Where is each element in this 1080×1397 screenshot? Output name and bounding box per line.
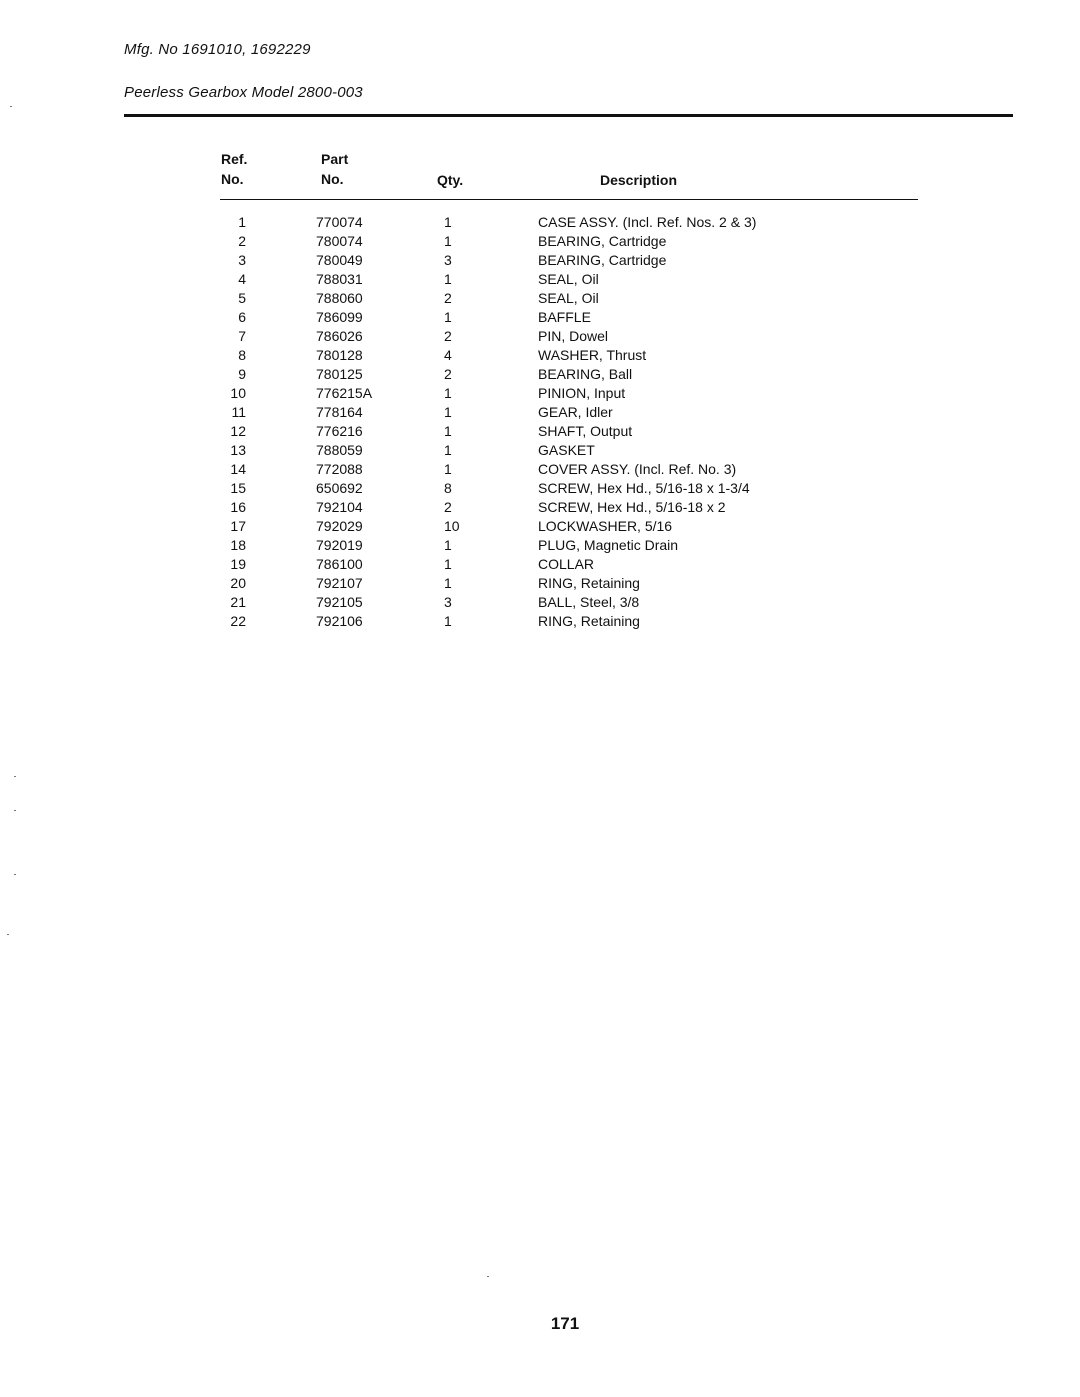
qty-cell: 1: [444, 404, 452, 420]
qty-cell: 1: [444, 461, 452, 477]
part-no-cell: 792107: [316, 575, 363, 591]
ref-no-cell: 20: [230, 575, 246, 591]
description-cell: BEARING, Cartridge: [538, 252, 667, 268]
table-row: [0, 593, 1080, 612]
description-cell: GEAR, Idler: [538, 404, 613, 420]
col-header-description: Description: [600, 172, 678, 188]
ref-no-cell: 12: [230, 423, 246, 439]
col-header-qty: Qty.: [437, 172, 464, 188]
col-header-ref-line1: Ref.: [221, 151, 248, 167]
qty-cell: 3: [444, 594, 452, 610]
part-no-cell: 786026: [316, 328, 363, 344]
table-row: [0, 251, 1080, 270]
description-cell: SEAL, Oil: [538, 271, 599, 287]
table-row: [0, 479, 1080, 498]
qty-cell: 1: [444, 214, 452, 230]
ref-no-cell: 1: [238, 214, 246, 230]
part-no-cell: 792105: [316, 594, 363, 610]
scan-speck: [14, 810, 16, 811]
qty-cell: 1: [444, 613, 452, 629]
qty-cell: 1: [444, 537, 452, 553]
table-row: [0, 517, 1080, 536]
col-header-ref-line2: No.: [221, 171, 244, 187]
col-header-part: [321, 151, 348, 187]
ref-no-cell: 17: [230, 518, 246, 534]
scan-speck: [10, 106, 12, 107]
header-rule: [124, 114, 1013, 117]
column-header-rule: [220, 199, 918, 200]
ref-no-cell: 11: [231, 404, 246, 420]
ref-no-cell: 16: [230, 499, 246, 515]
description-cell: BEARING, Ball: [538, 366, 633, 382]
ref-no-cell: 4: [238, 271, 246, 287]
ref-no-cell: 6: [238, 309, 246, 325]
part-no-cell: 786099: [316, 309, 363, 325]
table-row: [0, 441, 1080, 460]
description-cell: SCREW, Hex Hd., 5/16-18 x 2: [538, 499, 726, 515]
part-no-cell: 770074: [316, 214, 363, 230]
scan-speck: [7, 934, 9, 935]
description-cell: RING, Retaining: [538, 613, 640, 629]
description-cell: WASHER, Thrust: [538, 347, 647, 363]
ref-no-cell: 10: [230, 385, 246, 401]
table-row: [0, 403, 1080, 422]
qty-cell: 2: [444, 366, 452, 382]
qty-cell: 1: [444, 556, 452, 572]
description-cell: GASKET: [538, 442, 595, 458]
part-no-cell: 780128: [316, 347, 363, 363]
ref-no-cell: 13: [230, 442, 246, 458]
ref-no-cell: 5: [238, 290, 246, 306]
ref-no-cell: 22: [230, 613, 246, 629]
table-row: [0, 270, 1080, 289]
table-row: [0, 327, 1080, 346]
part-no-cell: 780074: [316, 233, 363, 249]
description-cell: COLLAR: [538, 556, 595, 572]
table-row: [0, 365, 1080, 384]
table-row: [0, 308, 1080, 327]
part-no-cell: 776215A: [316, 385, 373, 401]
qty-cell: 1: [444, 271, 452, 287]
description-cell: BEARING, Cartridge: [538, 233, 667, 249]
part-no-cell: 772088: [316, 461, 363, 477]
page-number: 171: [550, 1314, 580, 1333]
parts-table: [0, 213, 1080, 631]
description-cell: SCREW, Hex Hd., 5/16-18 x 1-3/4: [538, 480, 750, 496]
qty-cell: 1: [444, 442, 452, 458]
description-cell: BAFFLE: [538, 309, 591, 325]
qty-cell: 8: [444, 480, 452, 496]
description-cell: SEAL, Oil: [538, 290, 599, 306]
ref-no-cell: 19: [230, 556, 246, 572]
description-cell: COVER ASSY. (Incl. Ref. No. 3): [538, 461, 737, 477]
part-no-cell: 776216: [316, 423, 363, 439]
qty-cell: 2: [444, 290, 452, 306]
part-no-cell: 788059: [316, 442, 363, 458]
table-row: [0, 422, 1080, 441]
description-cell: PLUG, Magnetic Drain: [538, 537, 679, 553]
table-row: [0, 213, 1080, 232]
table-row: [0, 555, 1080, 574]
ref-no-cell: 7: [238, 328, 246, 344]
qty-cell: 1: [444, 233, 452, 249]
scan-speck: [487, 1276, 489, 1277]
part-no-cell: 788060: [316, 290, 363, 306]
qty-cell: 1: [444, 423, 452, 439]
qty-cell: 10: [444, 518, 460, 534]
part-no-cell: 780125: [316, 366, 363, 382]
ref-no-cell: 8: [238, 347, 246, 363]
mfg-number: Mfg. No 1691010, 1692229: [124, 41, 311, 58]
ref-no-cell: 15: [230, 480, 246, 496]
part-no-cell: 780049: [316, 252, 363, 268]
scan-speck: [14, 874, 16, 875]
ref-no-cell: 3: [238, 252, 246, 268]
part-no-cell: 792106: [316, 613, 363, 629]
qty-cell: 2: [444, 328, 452, 344]
part-no-cell: 786100: [316, 556, 363, 572]
gearbox-model: Peerless Gearbox Model 2800-003: [124, 84, 363, 101]
col-header-part-line1: Part: [321, 151, 349, 167]
ref-no-cell: 18: [230, 537, 246, 553]
ref-no-cell: 2: [238, 233, 246, 249]
scan-speck: [14, 776, 16, 777]
table-row: [0, 536, 1080, 555]
qty-cell: 2: [444, 499, 452, 515]
table-row: [0, 232, 1080, 251]
description-cell: PIN, Dowel: [538, 328, 609, 344]
part-no-cell: 792029: [316, 518, 363, 534]
ref-no-cell: 21: [230, 594, 246, 610]
description-cell: BALL, Steel, 3/8: [538, 594, 640, 610]
qty-cell: 1: [444, 385, 452, 401]
qty-cell: 3: [444, 252, 452, 268]
description-cell: SHAFT, Output: [538, 423, 633, 439]
description-cell: LOCKWASHER, 5/16: [538, 518, 673, 534]
table-row: [0, 460, 1080, 479]
description-cell: RING, Retaining: [538, 575, 640, 591]
part-no-cell: 792019: [316, 537, 363, 553]
table-row: [0, 384, 1080, 403]
table-row: [0, 612, 1080, 631]
part-no-cell: 792104: [316, 499, 363, 515]
table-row: [0, 346, 1080, 365]
part-no-cell: 788031: [316, 271, 363, 287]
ref-no-cell: 9: [238, 366, 246, 382]
table-row: [0, 498, 1080, 517]
description-cell: PINION, Input: [538, 385, 626, 401]
qty-cell: 1: [444, 575, 452, 591]
table-row: [0, 574, 1080, 593]
table-row: [0, 289, 1080, 308]
col-header-ref: [221, 151, 247, 187]
description-cell: CASE ASSY. (Incl. Ref. Nos. 2 & 3): [538, 214, 757, 230]
qty-cell: 4: [444, 347, 452, 363]
ref-no-cell: 14: [230, 461, 246, 477]
part-no-cell: 778164: [316, 404, 363, 420]
qty-cell: 1: [444, 309, 452, 325]
col-header-part-line2: No.: [321, 171, 344, 187]
part-no-cell: 650692: [316, 480, 363, 496]
